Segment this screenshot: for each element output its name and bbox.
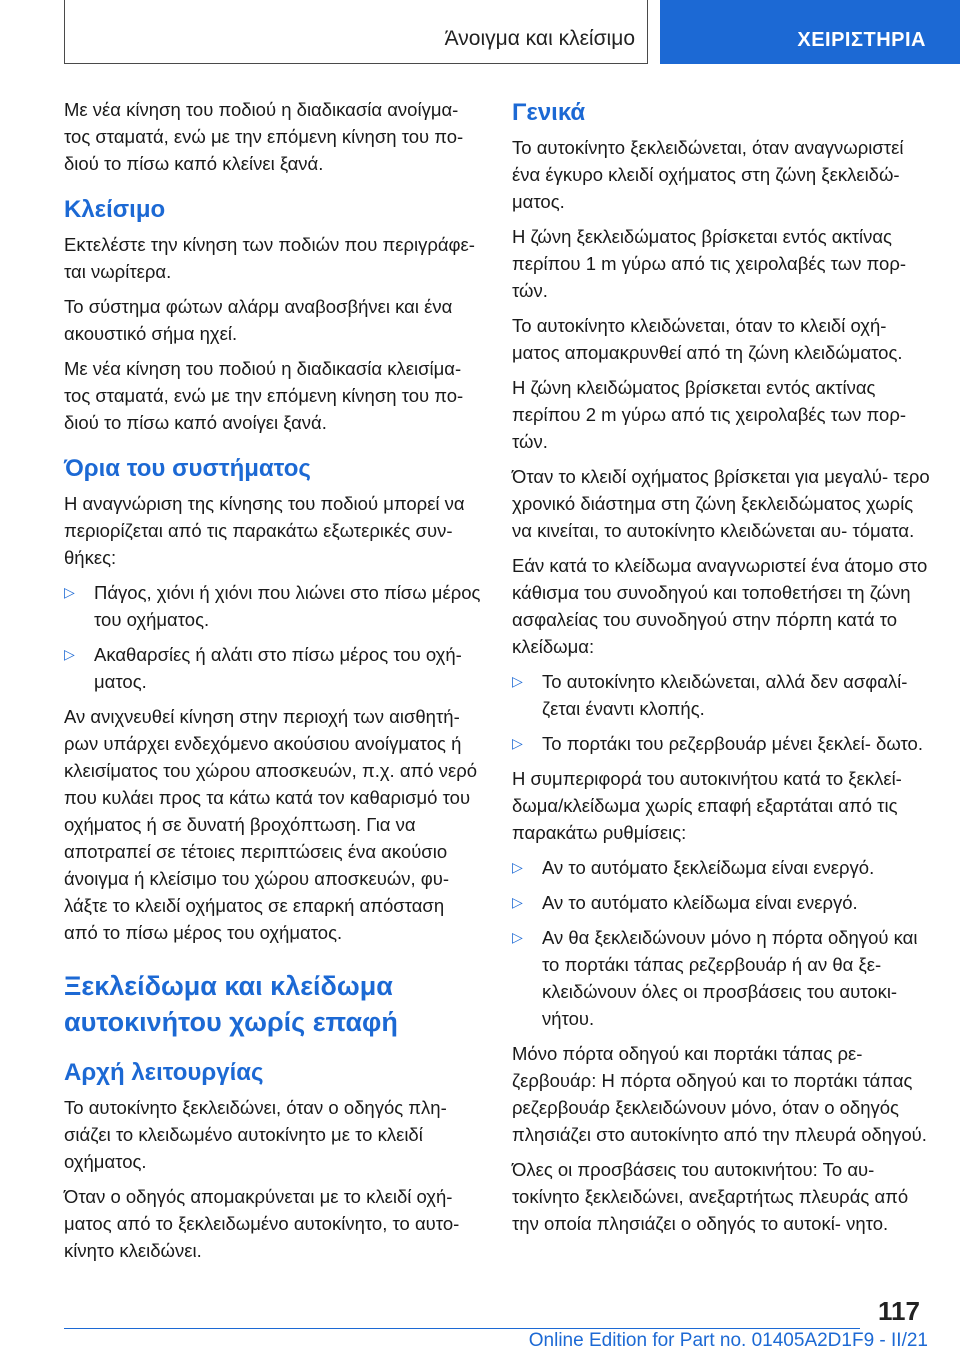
list-item-text: Αν θα ξεκλειδώνουν μόνο η πόρτα οδηγού και το πορτάκι τάπας ρεζερβουάρ ή αν θα ξε- κλειδώνουν όλες οι προσβάσεις του αυτοκι- νήτου. (542, 927, 918, 1029)
list-item-text: Αν το αυτόματο κλείδωμα είναι ενεργό. (542, 892, 858, 913)
list-item-text: Αν το αυτόματο ξεκλείδωμα είναι ενεργό. (542, 857, 875, 878)
triangle-right-icon: ▷ (64, 584, 75, 600)
triangle-right-icon: ▷ (512, 929, 523, 945)
triangle-right-icon: ▷ (512, 894, 523, 910)
list-item (64, 641, 482, 695)
list-item-text: Το πορτάκι του ρεζερβουάρ μένει ξεκλεί- δωτο. (542, 733, 923, 754)
paragraph: Η συμπεριφορά του αυτοκινήτου κατά το ξεκλεί- δωμα/κλείδωμα χωρίς επαφή εξαρτάται από τις παρακάτω ρυθμίσεις: (512, 768, 902, 843)
heading-close: Κλείσιμο (64, 196, 166, 223)
sub-paragraph: Μόνο πόρτα οδηγού και πορτάκι τάπας ρε- ζερβουάρ: Η πόρτα οδηγού και το πορτάκι τάπας ρεζερβουάρ ξεκλειδώνουν μόνο, όταν ο οδηγός πλησιάζει στο αυτοκίνητο από την πλευρά οδηγού. (512, 1043, 927, 1145)
paragraph: Εκτελέστε την κίνηση των ποδιών που περιγράφε- ται νωρίτερα. (64, 234, 475, 282)
paragraph: Το σύστημα φώτων αλάρμ αναβοσβήνει και ένα ακουστικό σήμα ηχεί. (64, 296, 453, 344)
triangle-right-icon: ▷ (64, 646, 75, 662)
list-item (64, 579, 482, 633)
list-item (512, 854, 930, 881)
paragraph: Όταν το κλειδί οχήματος βρίσκεται για μεγαλύ- τερο χρονικό διάστημα στη ζώνη ξεκλειδώματος χωρίς να κινείται, το αυτοκίνητο κλειδώνεται αυ- τόματα. (512, 466, 930, 541)
paragraph: Εάν κατά το κλείδωμα αναγνωριστεί ένα άτομο στο κάθισμα του συνοδηγού και τοποθετήσει τη ζώνη ασφαλείας του συνοδηγού στην πόρπη κατά το κλείδωμα: (512, 555, 928, 657)
header-section-title: Άνοιγμα και κλείσιμο (444, 27, 635, 50)
list-item (512, 668, 930, 722)
list-item-text: Το αυτοκίνητο κλειδώνεται, αλλά δεν ασφαλί- ζεται έναντι κλοπής. (542, 671, 908, 719)
triangle-right-icon: ▷ (512, 673, 523, 689)
paragraph: Η αναγνώριση της κίνησης του ποδιού μπορεί να περιορίζεται από τις παρακάτω εξωτερικές συν- θήκες: (64, 493, 465, 568)
list-item-text: Ακαθαρσίες ή αλάτι στο πίσω μέρος του οχή- ματος. (94, 644, 462, 692)
list-item (512, 730, 930, 757)
header-chapter-tab[interactable] (660, 0, 960, 64)
header-chapter-label: ΧΕΙΡΙΣΤΗΡΙΑ (797, 29, 926, 51)
paragraph: Το αυτοκίνητο ξεκλειδώνεται, όταν αναγνωριστεί ένα έγκυρο κλειδί οχήματος στη ζώνη ξεκλειδώ- ματος. (512, 137, 904, 212)
heading-general: Γενικά (512, 99, 586, 126)
header-section-box (64, 0, 648, 64)
left-column (64, 96, 482, 1272)
page-number: 117 (878, 1296, 920, 1326)
paragraph: Αν ανιχνευθεί κίνηση στην περιοχή των αισθητή- ρων υπάρχει ενδεχόμενο ακούσιου ανοίγματος ή κλεισίματος του χώρου αποσκευών, π.χ. από νερό που κυλάει προς τα κάτω κατά τον καθαρισμό του οχήματος ή σε δυνατή βροχόπτωση. Για να αποτραπεί σε τέτοιες περιπτώσεις ένα ακούσιο άνοιγμα ή κλείσιμο του χώρου αποσκευών, φυ- λάξτε το κλειδί οχήματος σε επαρκή απόσταση από το πίσω μέρος του οχήματος. (64, 706, 478, 943)
paragraph: Η ζώνη κλειδώματος βρίσκεται εντός ακτίνας περίπου 2 m γύρω από τις χειρολαβές των πορ- τών. (512, 377, 907, 452)
heading-keyless: Ξεκλείδωμα και κλείδωμα αυτοκινήτου χωρίς επαφή (64, 971, 398, 1037)
footer-divider (64, 1328, 860, 1329)
paragraph: Με νέα κίνηση του ποδιού η διαδικασία ανοίγμα- τος σταματά, ενώ με την επόμενη κίνηση του πο- διού το πίσω καπό κλείνει ξανά. (64, 99, 464, 174)
heading-principle: Αρχή λειτουργίας (64, 1059, 264, 1086)
footer-edition: Online Edition for Part no. 01405A2D1F9 - II/21 (528, 1330, 928, 1351)
sub-paragraph: Όλες οι προσβάσεις του αυτοκινήτου: Το αυ- τοκίνητο ξεκλειδώνει, ανεξαρτήτως πλευράς από την οποία πλησιάζει ο οδηγός το αυτοκί- νητο. (512, 1159, 909, 1234)
triangle-right-icon: ▷ (512, 859, 523, 875)
list-item (512, 889, 930, 916)
paragraph: Όταν ο οδηγός απομακρύνεται με το κλειδί οχή- ματος από το ξεκλειδωμένο αυτοκίνητο, το αυτο- κίνητο κλειδώνει. (64, 1186, 460, 1261)
paragraph: Το αυτοκίνητο ξεκλειδώνει, όταν ο οδηγός πλη- σιάζει το κλειδωμένο αυτοκίνητο με το κλειδί οχήματος. (64, 1097, 447, 1172)
triangle-right-icon: ▷ (512, 735, 523, 751)
list-item (512, 924, 930, 1032)
paragraph: Το αυτοκίνητο κλειδώνεται, όταν το κλειδί οχή- ματος απομακρυνθεί από τη ζώνη κλειδώματος. (512, 315, 903, 363)
heading-limits: Όρια του συστήματος (64, 455, 311, 482)
right-column (512, 96, 930, 1245)
list-item-text: Πάγος, χιόνι ή χιόνι που λιώνει στο πίσω μέρος του οχήματος. (94, 582, 481, 630)
paragraph: Με νέα κίνηση του ποδιού η διαδικασία κλεισίμα- τος σταματά, ενώ με την επόμενη κίνηση του πο- διού το πίσω καπό ανοίγει ξανά. (64, 358, 464, 433)
paragraph: Η ζώνη ξεκλειδώματος βρίσκεται εντός ακτίνας περίπου 1 m γύρω από τις χειρολαβές των πορ- τών. (512, 226, 907, 301)
